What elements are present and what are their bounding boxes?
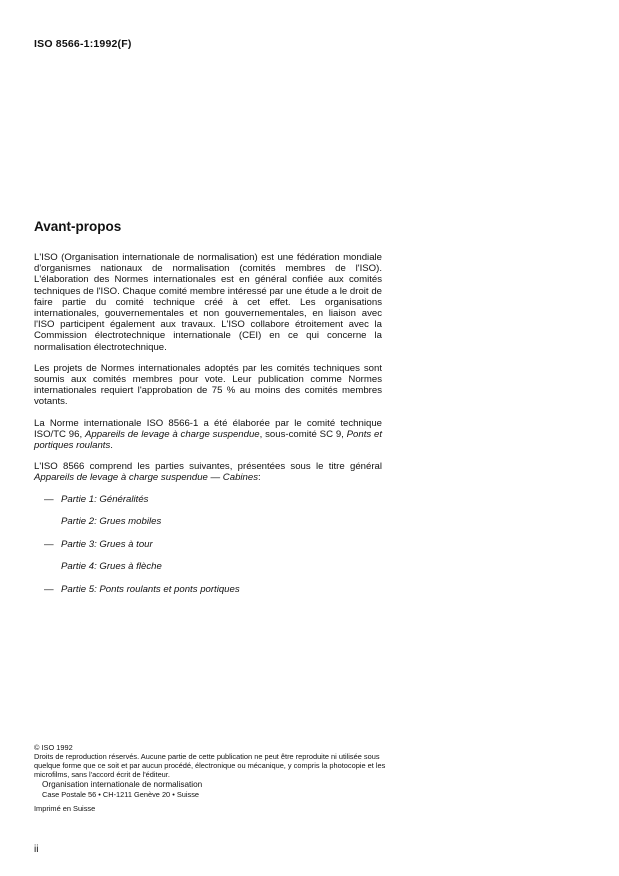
publisher-name: Organisation internationale de normalisation (42, 780, 203, 790)
paragraph-2: Les projets de Normes internationales adoptés par les comités techniques sont soumis aux comités membres pour vote. Leur publication comme Normes internationales requiert l'approbation de 75 % au moins des comités membres votants. (34, 362, 382, 408)
part-label: Partie 3: Grues à tour (61, 538, 153, 550)
list-item (34, 584, 382, 607)
committee-title: Appareils de levage à charge suspendue (84, 428, 260, 440)
paragraph-3-text-c: , sous-comité SC 9, (259, 428, 347, 440)
paragraph-3 (34, 418, 382, 452)
list-item (34, 494, 382, 517)
page-number: ii (34, 844, 39, 855)
foreword-body (34, 252, 382, 606)
publisher-address: Case Postale 56 • CH-1211 Genève 20 • Suisse (42, 789, 200, 799)
copyright-block (34, 743, 389, 813)
paragraph-3-text-e: . (110, 440, 113, 452)
printed-in: Imprimé en Suisse (34, 803, 96, 813)
document-id: ISO 8566-1:1992(F) (34, 38, 132, 50)
part-label: Partie 1: Généralités (61, 493, 149, 505)
parts-list (34, 494, 382, 607)
paragraph-3-text-a: La Norme internationale ISO 8566-1 a été élaborée par le comité technique ISO/TC 96, (34, 417, 382, 440)
list-item (34, 561, 382, 584)
list-item (34, 516, 382, 539)
paragraph-1: L'ISO (Organisation internationale de normalisation) est une fédération mondiale d'organismes nationaux de normalisation (comités membres de l'ISO). L'élaboration des Normes internationales est en général confiée aux comités techniques de l'ISO. Chaque comité membre intéressé par une étude a le droit de faire partie du comité technique créé à cet effet. Les organisations internationales, gouvernementales et non gouvernementales, en liaison avec l'ISO participent également aux travaux. L'ISO collabore étroitement avec la Commission électrotechnique internationale (CEI) en ce qui concerne la normalisation électrotechnique. (34, 252, 382, 353)
list-dash: — (44, 583, 54, 595)
copyright-line: © ISO 1992 (34, 743, 73, 752)
list-item (34, 539, 382, 562)
paragraph-4-text-c: : (258, 472, 261, 484)
paragraph-4-text-a: L'ISO 8566 comprend les parties suivantes, présentées sous le titre général (34, 461, 382, 473)
section-title: Avant-propos (34, 219, 122, 234)
part-label: Partie 4: Grues à flèche (61, 561, 162, 573)
paragraph-4 (34, 461, 382, 483)
list-dash: — (44, 538, 54, 550)
part-label: Partie 5: Ponts roulants et ponts portiques (61, 583, 240, 595)
list-dash: — (44, 493, 54, 505)
part-label: Partie 2: Grues mobiles (61, 516, 162, 528)
subcommittee-title: Ponts et portiques roulants (34, 428, 382, 452)
general-title: Appareils de levage à charge suspendue — Cabines (34, 472, 259, 484)
rights-notice: Droits de reproduction réservés. Aucune partie de cette publication ne peut être reproduite ni utilisée sous quelque forme que ce soit et par aucun procédé, électronique ou mécanique, y compris la photocopie et les microfilms, sans l'accord écrit de l'éditeur. (34, 752, 386, 780)
